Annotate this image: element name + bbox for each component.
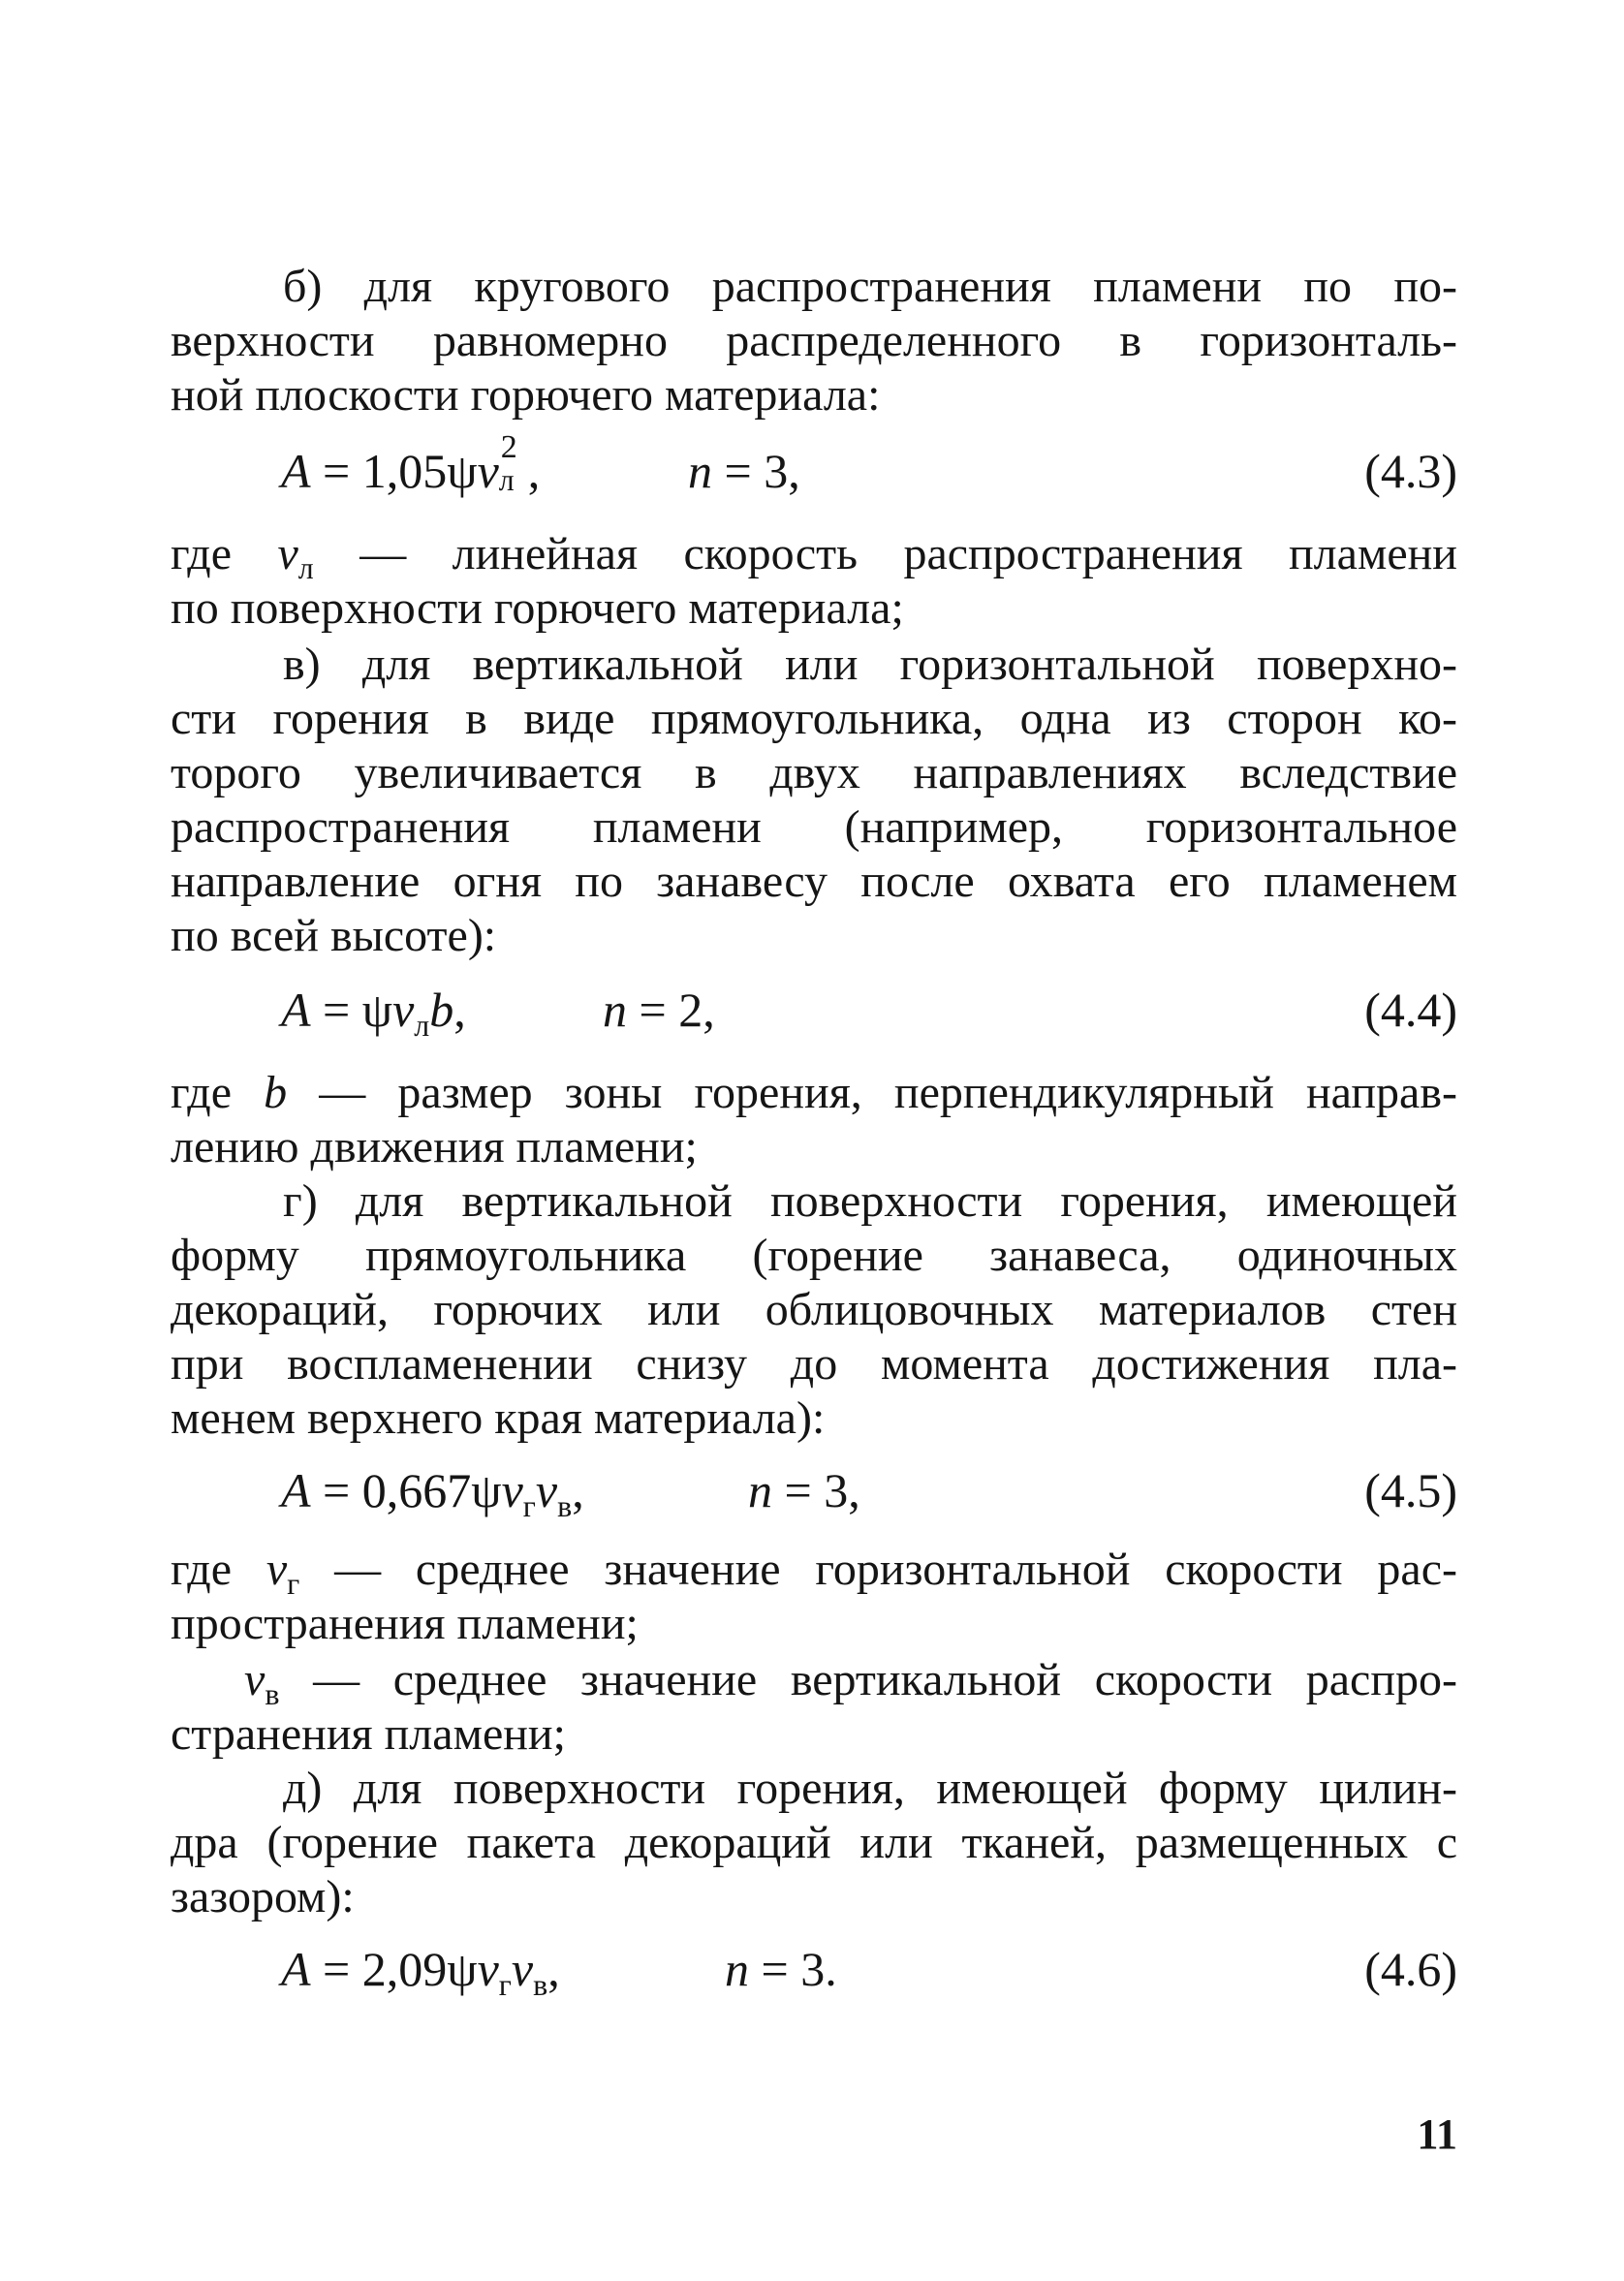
text-line: ной плоскости горючего материала: [171,369,881,421]
formula-n-value: 3, [824,1463,860,1517]
text-line: в) для вертикальной или горизонтальной поверхно- [283,639,1457,690]
text-line: сти горения в виде прямоугольника, одна из сторон ко- [171,693,1457,744]
where-word: где [171,528,233,579]
formula-var-a: A [281,444,311,498]
formula-coef: 2,09 [361,1942,448,1996]
definition-text: среднее значение вертикальной скорости распро- [392,1654,1457,1705]
formula-4-3-n: n = 3, [688,444,800,498]
formula-sub: л [498,462,515,497]
where-word: где [171,1544,233,1595]
dash: — [334,1544,382,1595]
formula-sub: в [533,1967,548,2002]
text-line: распространения пламени (например, горизонтальное [171,801,1457,853]
formula-var-v: v [477,444,499,498]
text-line: направление огня по занавесу после охвата его пламенем [171,856,1457,907]
formula-var-v: v [501,1463,523,1517]
formula-var-n: n [688,444,712,498]
formula-4-6-n: n = 3. [725,1942,837,1996]
text-line [171,1066,1457,1120]
formula-4-4-n: n = 2, [603,983,715,1037]
formula-4-3: A = 1,05ψv 2 л , [281,429,541,498]
text-line: декораций, горючих или облицовочных материалов стен [171,1284,1457,1335]
text-line: б) для кругового распространения пламени по по- [283,261,1457,312]
text-line: д) для поверхности горения, имеющей форму цилин- [283,1763,1457,1814]
text-line: лению движения пламени; [171,1121,698,1172]
formula-sub: г [522,1488,536,1523]
symbol-sub: л [297,550,314,585]
symbol-v: v [277,528,298,579]
formula-coef: 0,667 [361,1463,472,1517]
formula-var-v: v [477,1942,499,1996]
formula-4-5-n: n = 3, [748,1463,860,1517]
formula-n-value: 3. [800,1942,837,1996]
formula-var-n: n [748,1463,772,1517]
formula-n-value: 2, [678,983,715,1037]
where-word: где [171,1067,233,1118]
definition-text: размер зоны горения, перпендикулярный направ- [397,1067,1457,1118]
dash: — [359,528,407,579]
text-line: верхности равномерно распределенного в горизонталь- [171,315,1457,366]
formula-sup: 2 [500,429,517,465]
text-line: зазором): [171,1871,355,1922]
text-line: пространения пламени; [171,1598,639,1649]
text-line: г) для вертикальной поверхности горения, имеющей [283,1175,1457,1227]
text-line: торого увеличивается в двух направлениях вследствие [171,747,1457,798]
formula-sub: г [498,1967,512,2002]
text-line: дра (горение пакета декораций или тканей, размещенных с [171,1817,1457,1868]
formula-psi: ψ [471,1463,502,1517]
text-line: при воспламенении снизу до момента достижения пла- [171,1338,1457,1390]
formula-4-4: $A = \psi v_лb$, [281,983,466,1043]
formula-var-a: A [281,983,311,1037]
formula-psi: ψ [447,444,478,498]
text-line: менем верхнего края материала): [171,1392,826,1444]
formula-var-n: n [603,983,627,1037]
dash: — [313,1654,360,1705]
dash: — [319,1067,366,1118]
formula-4-5: $A = 0,667\psi v_гv_в$, [281,1463,584,1523]
formula-var-a: A [281,1463,311,1517]
definition-text: линейная скорость распространения пламени [452,528,1457,579]
text-line: странения пламени; [171,1708,566,1760]
symbol-sub: г [287,1566,300,1601]
formula-psi: ψ [361,983,393,1037]
symbol-v: v [265,1544,288,1595]
equation-number: (4.5) [1364,1463,1457,1517]
formula-var-v: v [392,983,415,1037]
formula-var-n: n [725,1942,749,1996]
text-line: по всей высоте): [171,910,497,961]
formula-var-v: v [535,1463,558,1517]
formula-var-v: v [511,1942,534,1996]
formula-var-a: A [281,1942,311,1996]
page-number: 11 [1417,2110,1457,2158]
equation-number: (4.6) [1364,1942,1457,1996]
formula-coef: 1,05 [361,444,448,498]
equation-number: (4.4) [1364,983,1457,1037]
formula-psi: ψ [447,1942,478,1996]
symbol-sub: в [265,1676,280,1711]
definition-text: среднее значение горизонтальной скорости рас- [415,1544,1457,1595]
formula-sub: в [557,1488,573,1523]
formula-sub: л [414,1008,430,1043]
text-line: по поверхности горючего материала; [171,582,904,634]
formula-n-value: 3, [764,444,800,498]
text-line: форму прямоугольника (горение занавеса, одиночных [171,1230,1457,1281]
symbol-b: b [264,1067,288,1118]
symbol-v: v [244,1654,265,1705]
formula-var-b: b [429,983,454,1037]
equation-number: (4.3) [1364,444,1457,498]
formula-4-6: $A = 2,09\psi v_гv_в$, [281,1942,560,2002]
